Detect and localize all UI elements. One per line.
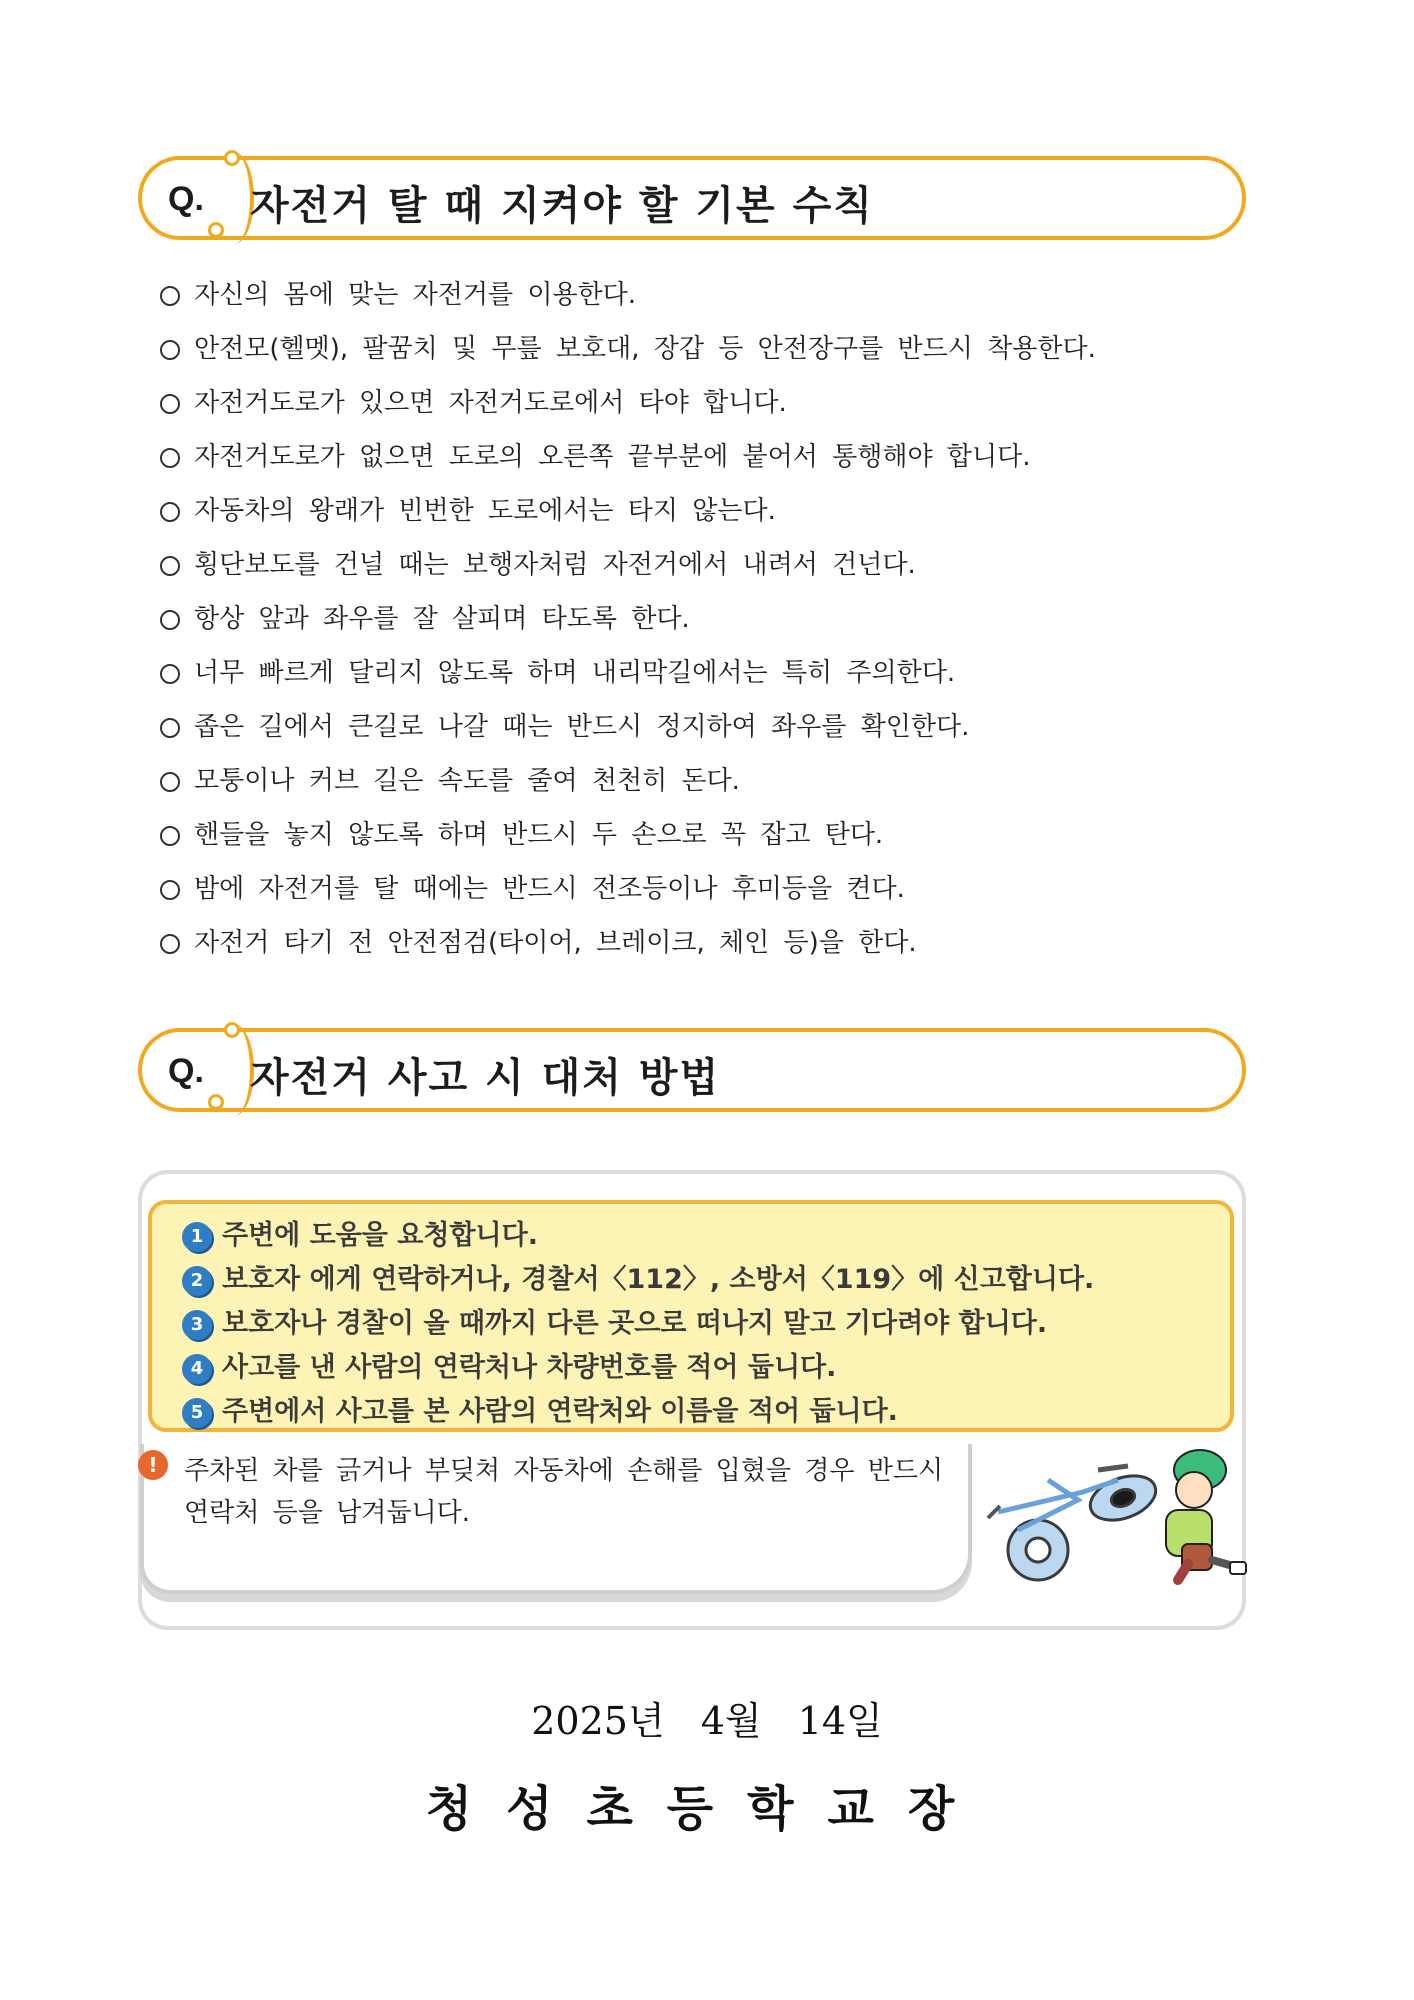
- step-number-badge: 4: [182, 1354, 212, 1384]
- step-item: 1 주변에 도움을 요청합니다.: [182, 1214, 1094, 1258]
- bicycle-icon: [988, 1466, 1162, 1580]
- step-item: 4 사고를 낸 사람의 연락처나 차량번호를 적어 둡니다.: [182, 1346, 1094, 1390]
- steps-list: [182, 1214, 1094, 1434]
- section2-header: [138, 1028, 1246, 1112]
- circle-bullet-icon: [160, 664, 180, 684]
- list-item: 좁은 길에서 큰길로 나갈 때는 반드시 정지하여 좌우를 확인한다.: [160, 700, 1096, 754]
- step-number-badge: 5: [182, 1398, 212, 1428]
- circle-bullet-icon: [160, 718, 180, 738]
- section1-title: 자전거 탈 때 지켜야 할 기본 수칙: [250, 183, 874, 229]
- list-item: 밤에 자전거를 탈 때에는 반드시 전조등이나 후미등을 켠다.: [160, 862, 1096, 916]
- school-principal: 청성초등학교장: [425, 1781, 989, 1837]
- step-number-badge: 3: [182, 1310, 212, 1340]
- list-item: 자전거도로가 없으면 도로의 오른쪽 끝부분에 붙어서 통행해야 합니다.: [160, 430, 1096, 484]
- dot-ornament: [224, 1022, 240, 1038]
- circle-bullet-icon: [160, 340, 180, 360]
- circle-bullet-icon: [160, 286, 180, 306]
- q-mark: Q.: [168, 180, 204, 218]
- steps-box: [148, 1200, 1234, 1432]
- circle-bullet-icon: [160, 610, 180, 630]
- step-number-badge: 1: [182, 1222, 212, 1252]
- circle-bullet-icon: [160, 772, 180, 792]
- list-item: 자전거도로가 있으면 자전거도로에서 타야 합니다.: [160, 376, 1096, 430]
- dot-ornament: [224, 150, 240, 166]
- note-text: 주차된 차를 긁거나 부딪쳐 자동차에 손해를 입혔을 경우 반드시 연락처 등을 남겨둡니다.: [184, 1456, 944, 1528]
- section1-header: [138, 156, 1246, 240]
- list-item: 횡단보도를 건널 때는 보행자처럼 자전거에서 내려서 건넌다.: [160, 538, 1096, 592]
- rules-list: [160, 268, 1096, 970]
- q-mark: Q.: [168, 1052, 204, 1090]
- list-item: 모퉁이나 커브 길은 속도를 줄여 천천히 돈다.: [160, 754, 1096, 808]
- circle-bullet-icon: [160, 880, 180, 900]
- step-number-badge: 2: [182, 1266, 212, 1296]
- issue-date: 2025년 4월 14일: [531, 1699, 883, 1743]
- list-item: 자전거 타기 전 안전점검(타이어, 브레이크, 체인 등)을 한다.: [160, 916, 1096, 970]
- child-icon: [1166, 1450, 1246, 1580]
- list-item: 너무 빠르게 달리지 않도록 하며 내리막길에서는 특히 주의한다.: [160, 646, 1096, 700]
- list-item: 안전모(헬멧), 팔꿈치 및 무릎 보호대, 장갑 등 안전장구를 반드시 착용한다.: [160, 322, 1096, 376]
- step-item: 3 보호자나 경찰이 올 때까지 다른 곳으로 떠나지 말고 기다려야 합니다.: [182, 1302, 1094, 1346]
- list-item: 자동차의 왕래가 빈번한 도로에서는 타지 않는다.: [160, 484, 1096, 538]
- list-item: 자신의 몸에 맞는 자전거를 이용한다.: [160, 268, 1096, 322]
- list-item: 핸들을 놓지 않도록 하며 반드시 두 손으로 꼭 잡고 탄다.: [160, 808, 1096, 862]
- bicycle-accident-illustration: [978, 1440, 1248, 1620]
- dot-ornament: [208, 222, 224, 238]
- step-item: 2 보호자 에게 연락하거나, 경찰서〈112〉, 소방서〈119〉에 신고합니다.: [182, 1258, 1094, 1302]
- circle-bullet-icon: [160, 448, 180, 468]
- section2-title: 자전거 사고 시 대처 방법: [250, 1055, 721, 1101]
- list-item: 항상 앞과 좌우를 잘 살피며 타도록 한다.: [160, 592, 1096, 646]
- warning-icon: !: [138, 1450, 168, 1480]
- circle-bullet-icon: [160, 556, 180, 576]
- step-item: 5 주변에서 사고를 본 사람의 연락처와 이름을 적어 둡니다.: [182, 1390, 1094, 1434]
- circle-bullet-icon: [160, 502, 180, 522]
- circle-bullet-icon: [160, 394, 180, 414]
- circle-bullet-icon: [160, 826, 180, 846]
- dot-ornament: [208, 1094, 224, 1110]
- circle-bullet-icon: [160, 934, 180, 954]
